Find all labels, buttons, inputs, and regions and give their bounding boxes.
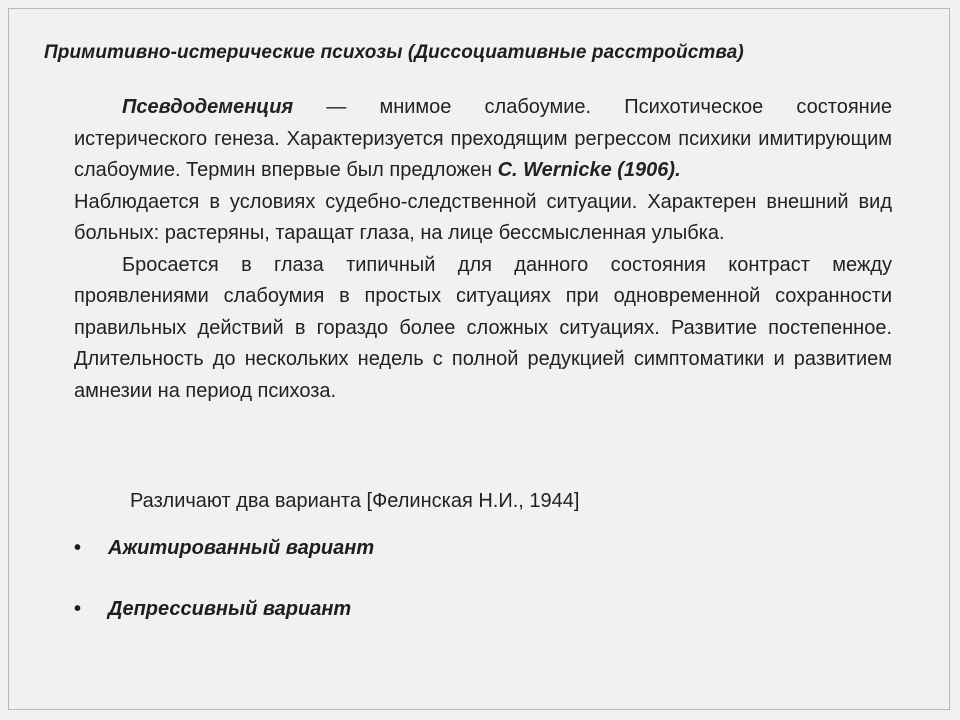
bullet-dot-icon: •: [74, 598, 82, 620]
slide-title: Примитивно-истерические психозы (Диссоциативные расстройства): [44, 42, 744, 63]
term-pseudodementia: Псевдодеменция: [122, 96, 294, 118]
bullet-label: Ажитированный вариант: [108, 537, 375, 559]
main-text-block: [74, 92, 892, 407]
author-reference: C. Wernicke (1906).: [497, 159, 681, 181]
bullet-label: Депрессивный вариант: [108, 598, 352, 620]
bullet-dot-icon: •: [74, 537, 82, 559]
paragraph-observation: Наблюдается в условиях судебно-следственной ситуации. Характерен внешний вид больных: растеряны, таращат глаза, на лице бессмысленная улыбка.: [74, 190, 892, 244]
paragraph-definition: [74, 92, 892, 187]
bullet-depressive-variant: [74, 598, 351, 621]
paragraph-contrast: Бросается в глаза типичный для данного состояния контраст между проявлениями слабоумия в простых ситуациях при одновременной сохранности правильных действий в гораздо более сложных ситуациях. Развитие постепенное. Длительность до нескольких недель с полной редукцией симптоматики и развитием амнезии на период психоза.: [74, 253, 892, 402]
definition-text: — мнимое слабоумие. Психотическое состояние истерического генеза. Характеризуется преходящим регрессом психики имитирующим слабоумие. Термин впервые был предложен: [74, 96, 892, 181]
variants-note: Различают два варианта [Фелинская Н.И., 1944]: [130, 490, 580, 512]
bullet-agitated-variant: [74, 537, 374, 560]
